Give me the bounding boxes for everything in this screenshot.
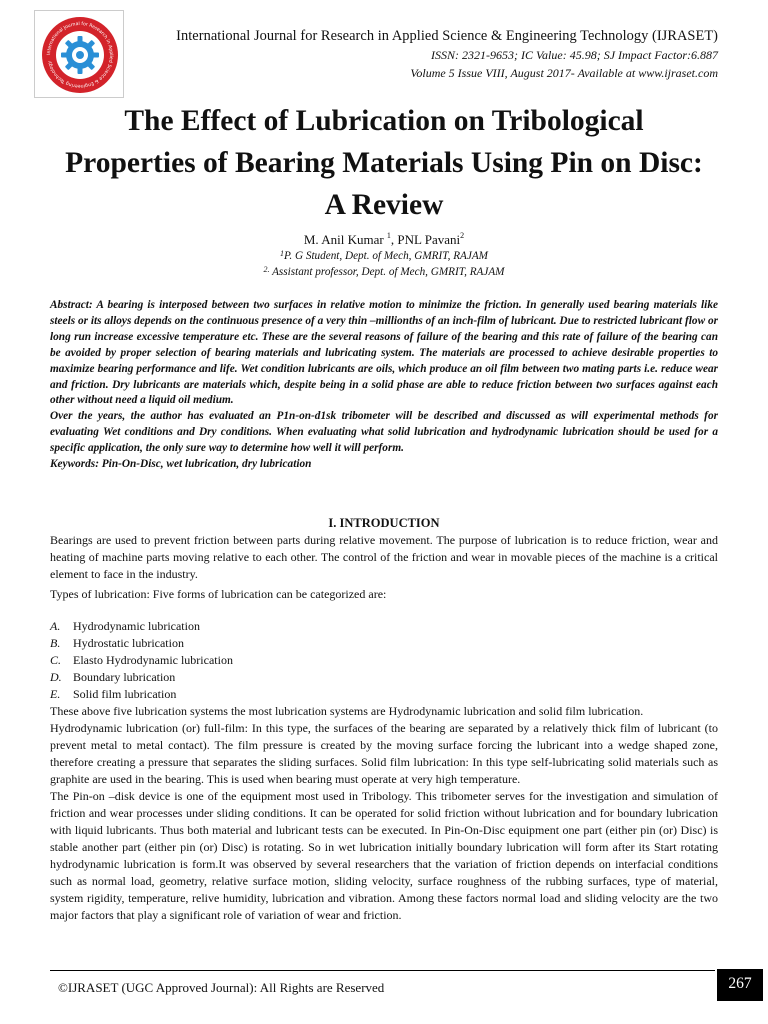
journal-volume: Volume 5 Issue VIII, August 2017- Available at www.ijraset.com <box>410 66 718 80</box>
author-2-sup: 2 <box>460 231 465 240</box>
intro-para-5: The Pin-on –disk device is one of the equipment most used in Tribology. This tribometer serves for the investigation and simulation of friction and wear processes under sliding conditions. It can be operated for solid friction without lubrication and for boundary lubrication with liquid lubricants. Thus both material and lubricant tests can be executed. In Pin-On-Disc equipment one part (either pin (or) Disc) is stable another part (either pin (or) Disc) is rotating. So in wet lubrication initially boundary lubrication will form after its Start rotating hydrodynamic lubrication is form.It was observed by several researchers that the variation of friction depends on interfacial conditions such as normal load, geometry, relative surface motion, sliding velocity, surface roughness of the rubbing surfaces, type of material, system rigidity, temperature, relive humidity, lubrication and vibration. Among these factors normal load and sliding velocity are the two major factors that play a significant role of variation of wear and friction. <box>50 789 718 922</box>
affiliation-1-text: P. G Student, Dept. of Mech, GMRIT, RAJAM <box>283 250 489 262</box>
list-letter: C. <box>50 653 62 667</box>
author-2: , PNL Pavani <box>390 232 461 247</box>
abstract <box>50 298 718 473</box>
journal-name: International Journal for Research in Applied Science & Engineering Technology (IJRASET) <box>176 28 718 44</box>
list-text: Hydrodynamic lubrication <box>73 619 200 633</box>
intro-para-1: Bearings are used to prevent friction between parts during relative movement. The purpose of lubrication is to reduce friction, wear and heating of machine parts moving relative to each other. The control of the friction and wear in movable pieces of the machine is a critical element to face in the industry. <box>50 533 718 581</box>
footer-copyright: ©IJRASET (UGC Approved Journal): All Rights are Reserved <box>58 980 385 995</box>
affiliation-2-sup: 2. <box>263 265 270 274</box>
list-item <box>50 652 450 669</box>
journal-logo <box>34 10 124 98</box>
affiliation-2 <box>40 266 728 278</box>
section-heading-introduction: I. INTRODUCTION <box>328 516 440 530</box>
list-item <box>50 635 450 652</box>
author-1-sup: 1 <box>386 231 391 240</box>
list-text: Elasto Hydrodynamic lubrication <box>73 653 233 667</box>
intro-para-2: Types of lubrication: Five forms of lubrication can be categorized are: <box>50 587 387 601</box>
list-item <box>50 686 450 703</box>
affiliation-2-text: Assistant professor, Dept. of Mech, GMRIT, RAJAM <box>269 266 505 278</box>
author-1: M. Anil Kumar <box>303 232 387 247</box>
intro-para-4: Hydrodynamic lubrication (or) full-film: In this type, the surfaces of the bearing are separated by a relatively thick film of lubricant (to prevent metal to metal contact). The film pressure is created by the moving surface forcing the lubricant into a wedge shaped zone, therefore creating a pressure that separates the sliding surfaces. Solid film lubrication: In this type self-lubricating solid materials such as graphite are used in the bearing. This is used when bearing must operate at very high temperature. <box>50 721 718 786</box>
paper-title <box>40 100 728 226</box>
logo-ring-text: International Journal for Research in Applied Science & Engineering Technology <box>46 21 114 89</box>
intro-body <box>50 703 718 924</box>
footer-divider <box>50 970 715 971</box>
title-line-2: Properties of Bearing Materials Using Pin on Disc: <box>65 147 703 179</box>
title-line-3: A Review <box>324 189 444 221</box>
list-text: Boundary lubrication <box>73 670 176 684</box>
keywords: Keywords: Pin-On-Disc, wet lubrication, dry lubrication <box>50 458 312 471</box>
authors <box>40 232 728 248</box>
abstract-para-1: Abstract: A bearing is interposed between two surfaces in relative motion to minimize the friction. In generally used bearing materials like steels or its alloys depends on the continuous presence of a very thin –millionths of an inch-film of lubricant. Due to restricted lubricant flow or long run increase excessive temperature etc. These are the several reasons of failure of the bearing and this rate of failure of the bearing can be avoided by proper selection of bearing materials and lubricating system. The materials are processed to achieve desirable properties to maximize bearing performance and life. Wet condition lubricants are oils, which produce an oil film between two mating parts i.e. reduce wear and friction. Dry lubricants are materials which, despite being in a solid phase are able to reduce friction between two surfaces against each other without need a liquid oil medium. <box>50 299 718 407</box>
list-text: Hydrostatic lubrication <box>73 636 184 650</box>
affiliation-1 <box>40 250 728 262</box>
intro-para-3: These above five lubrication systems the most lubrication systems are Hydrodynamic lubrication and solid film lubrication. <box>50 704 644 718</box>
list-letter: E. <box>50 687 61 701</box>
title-line-1: The Effect of Lubrication on Tribological <box>124 105 644 137</box>
lubrication-types-list <box>50 618 450 703</box>
affiliation-1-sup: 1 <box>279 249 284 258</box>
page-number: 267 <box>717 969 763 1001</box>
list-text: Solid film lubrication <box>73 687 177 701</box>
list-item <box>50 618 450 635</box>
abstract-para-2: Over the years, the author has evaluated an P1n-on-d1sk tribometer will be described and discussed as will experimental methods for evaluating Wet conditions and Dry conditions. When evaluating what solid lubrication and hydrodynamic lubrication should be used for a specific application, the only sure way to determine how well it will perform. <box>50 410 718 455</box>
list-letter: A. <box>50 619 61 633</box>
list-letter: D. <box>50 670 62 684</box>
journal-issn: ISSN: 2321-9653; IC Value: 45.98; SJ Impact Factor:6.887 <box>431 48 718 62</box>
logo-seal-icon <box>37 12 123 98</box>
list-letter: B. <box>50 636 61 650</box>
list-item <box>50 669 450 686</box>
